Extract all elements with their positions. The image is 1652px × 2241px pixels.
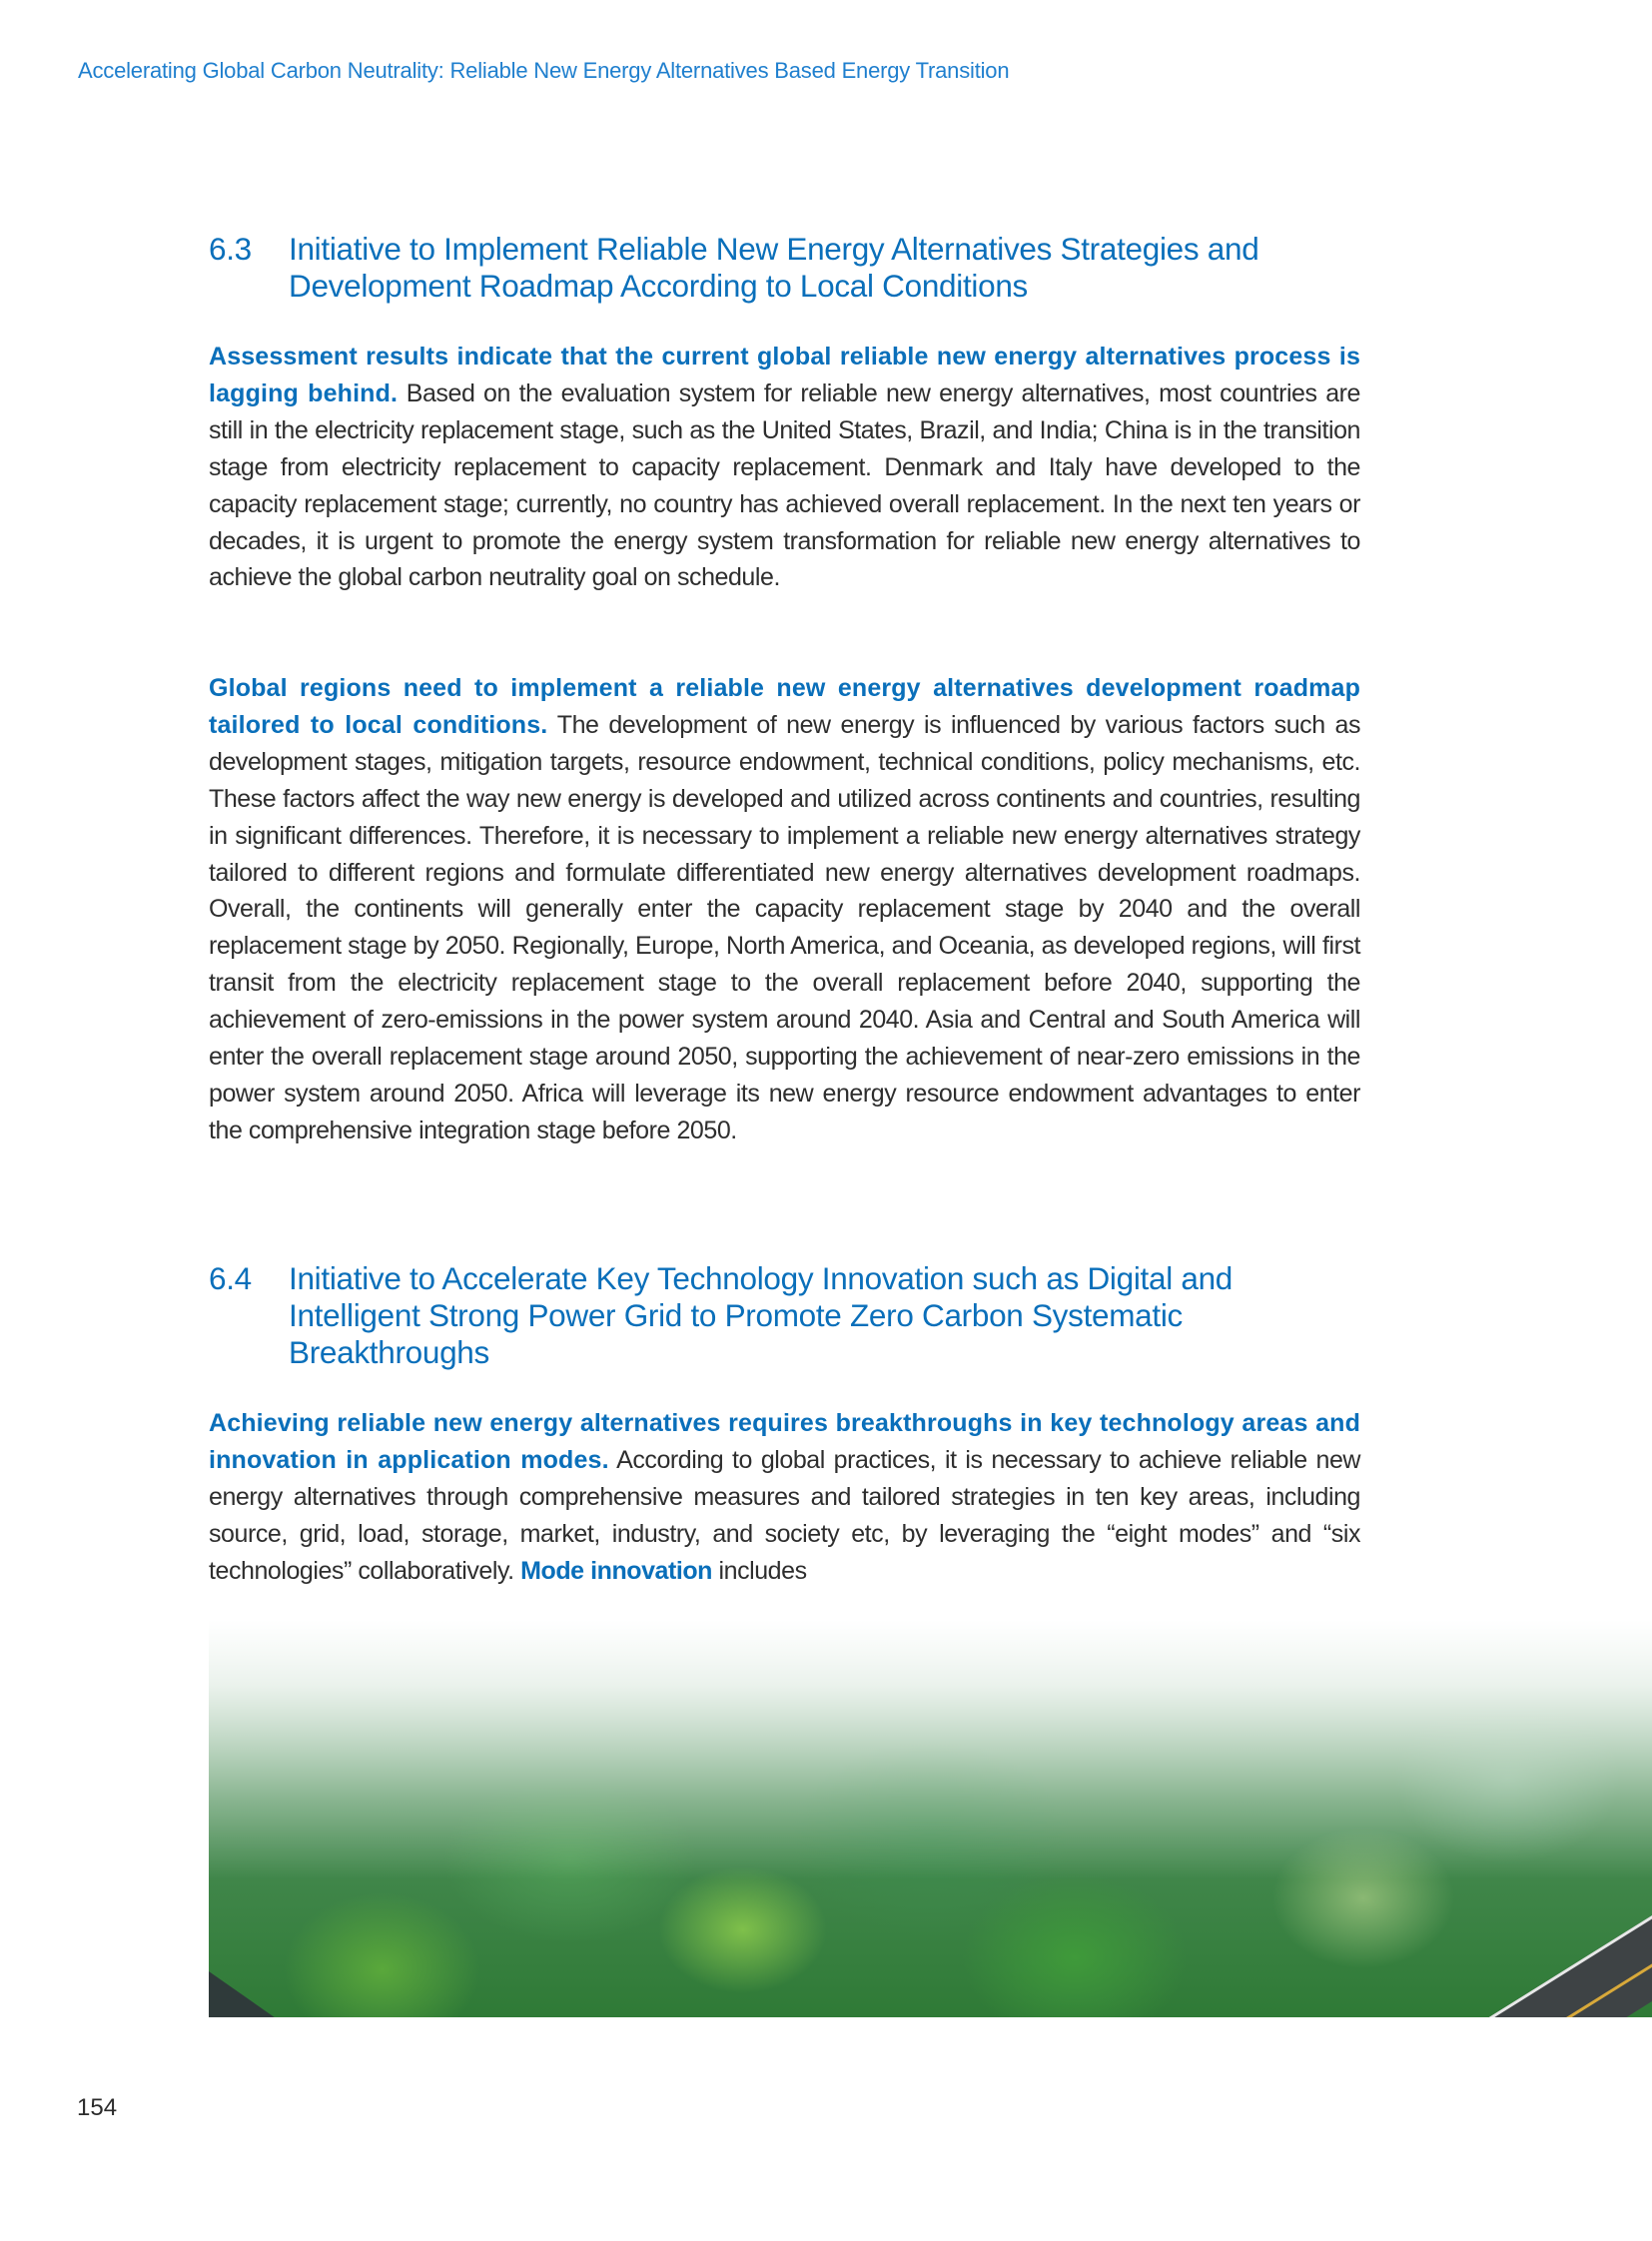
paragraph-assessment bbox=[209, 339, 1360, 596]
fog-gradient bbox=[209, 1620, 1652, 1879]
paragraph-body: Based on the evaluation system for reliable new energy alternatives, most countries are still in the electricity replacement stage, such as the United States, Brazil, and India; China is in the transition stage from electricity replacement to capacity replacement. Denmark and Italy have developed to the capacity replacement stage; currently, no country has achieved overall replacement. In the next ten years or decades, it is urgent to promote the energy system transformation for reliable new energy alternatives to achieve the global carbon neutrality goal on schedule. bbox=[209, 378, 1360, 592]
highlight-mode-innovation: Mode innovation bbox=[520, 1556, 713, 1585]
paragraph-key-technology bbox=[209, 1405, 1360, 1590]
paragraph-lead: Achieving reliable new energy alternatives requires breakthroughs in key technology areas and innovation in application modes. bbox=[209, 1409, 1360, 1474]
road-right bbox=[1397, 1905, 1652, 2017]
section-number: 6.4 bbox=[209, 1260, 252, 1296]
paragraph-tail: includes bbox=[712, 1556, 807, 1585]
section-number: 6.3 bbox=[209, 231, 252, 267]
section-heading-6-4 bbox=[209, 1260, 1360, 1371]
road-lane-marking bbox=[1419, 1940, 1652, 2017]
running-header: Accelerating Global Carbon Neutrality: Reliable New Energy Alternatives Based Energy Transition bbox=[78, 58, 1010, 83]
paragraph-lead: Assessment results indicate that the current global reliable new energy alternatives process is lagging behind. bbox=[209, 343, 1360, 407]
section-heading-6-3 bbox=[209, 231, 1360, 305]
section-title: Initiative to Implement Reliable New Energy Alternatives Strategies and Development Roadmap According to Local Conditions bbox=[289, 231, 1259, 304]
forest-photo bbox=[209, 1620, 1652, 2017]
section-title: Initiative to Accelerate Key Technology Innovation such as Digital and Intelligent Strong Power Grid to Promote Zero Carbon Systematic Breakthroughs bbox=[289, 1260, 1234, 1370]
road-left bbox=[209, 1960, 283, 2017]
page-number: 154 bbox=[77, 2094, 118, 2121]
paragraph-body: According to global practices, it is necessary to achieve reliable new energy alternatives through comprehensive measures and tailored strategies in ten key areas, including source, grid, load, storage, market, industry, and society etc, by leveraging the “eight modes” and “six technologies” collaboratively. bbox=[209, 1445, 1361, 1585]
paragraph-body: The development of new energy is influenced by various factors such as development stages, mitigation targets, resource endowment, technical conditions, policy mechanisms, etc. These factors affect the way new energy is developed and utilized across continents and countries, resulting in significant differences. Therefore, it is necessary to implement a reliable new energy alternatives strategy tailored to different regions and formulate differentiated new energy alternatives development roadmaps. Overall, the continents will generally enter the capacity replacement stage by 2040 and the overall replacement stage by 2050. Regionally, Europe, North America, and Oceania, as developed regions, will first transit from the electricity replacement stage to the overall replacement before 2040, supporting the achievement of zero-emissions in the power system around 2040. Asia and Central and South America will enter the overall replacement stage around 2050, supporting the achievement of near-zero emissions in the power system around 2050. Africa will leverage its new energy resource endowment advantages to enter the comprehensive integration stage before 2050. bbox=[209, 710, 1361, 1144]
paragraph-regional-roadmap bbox=[209, 670, 1360, 1149]
paragraph-lead: Global regions need to implement a reliable new energy alternatives development roadmap tailored to local conditions. bbox=[209, 674, 1360, 739]
